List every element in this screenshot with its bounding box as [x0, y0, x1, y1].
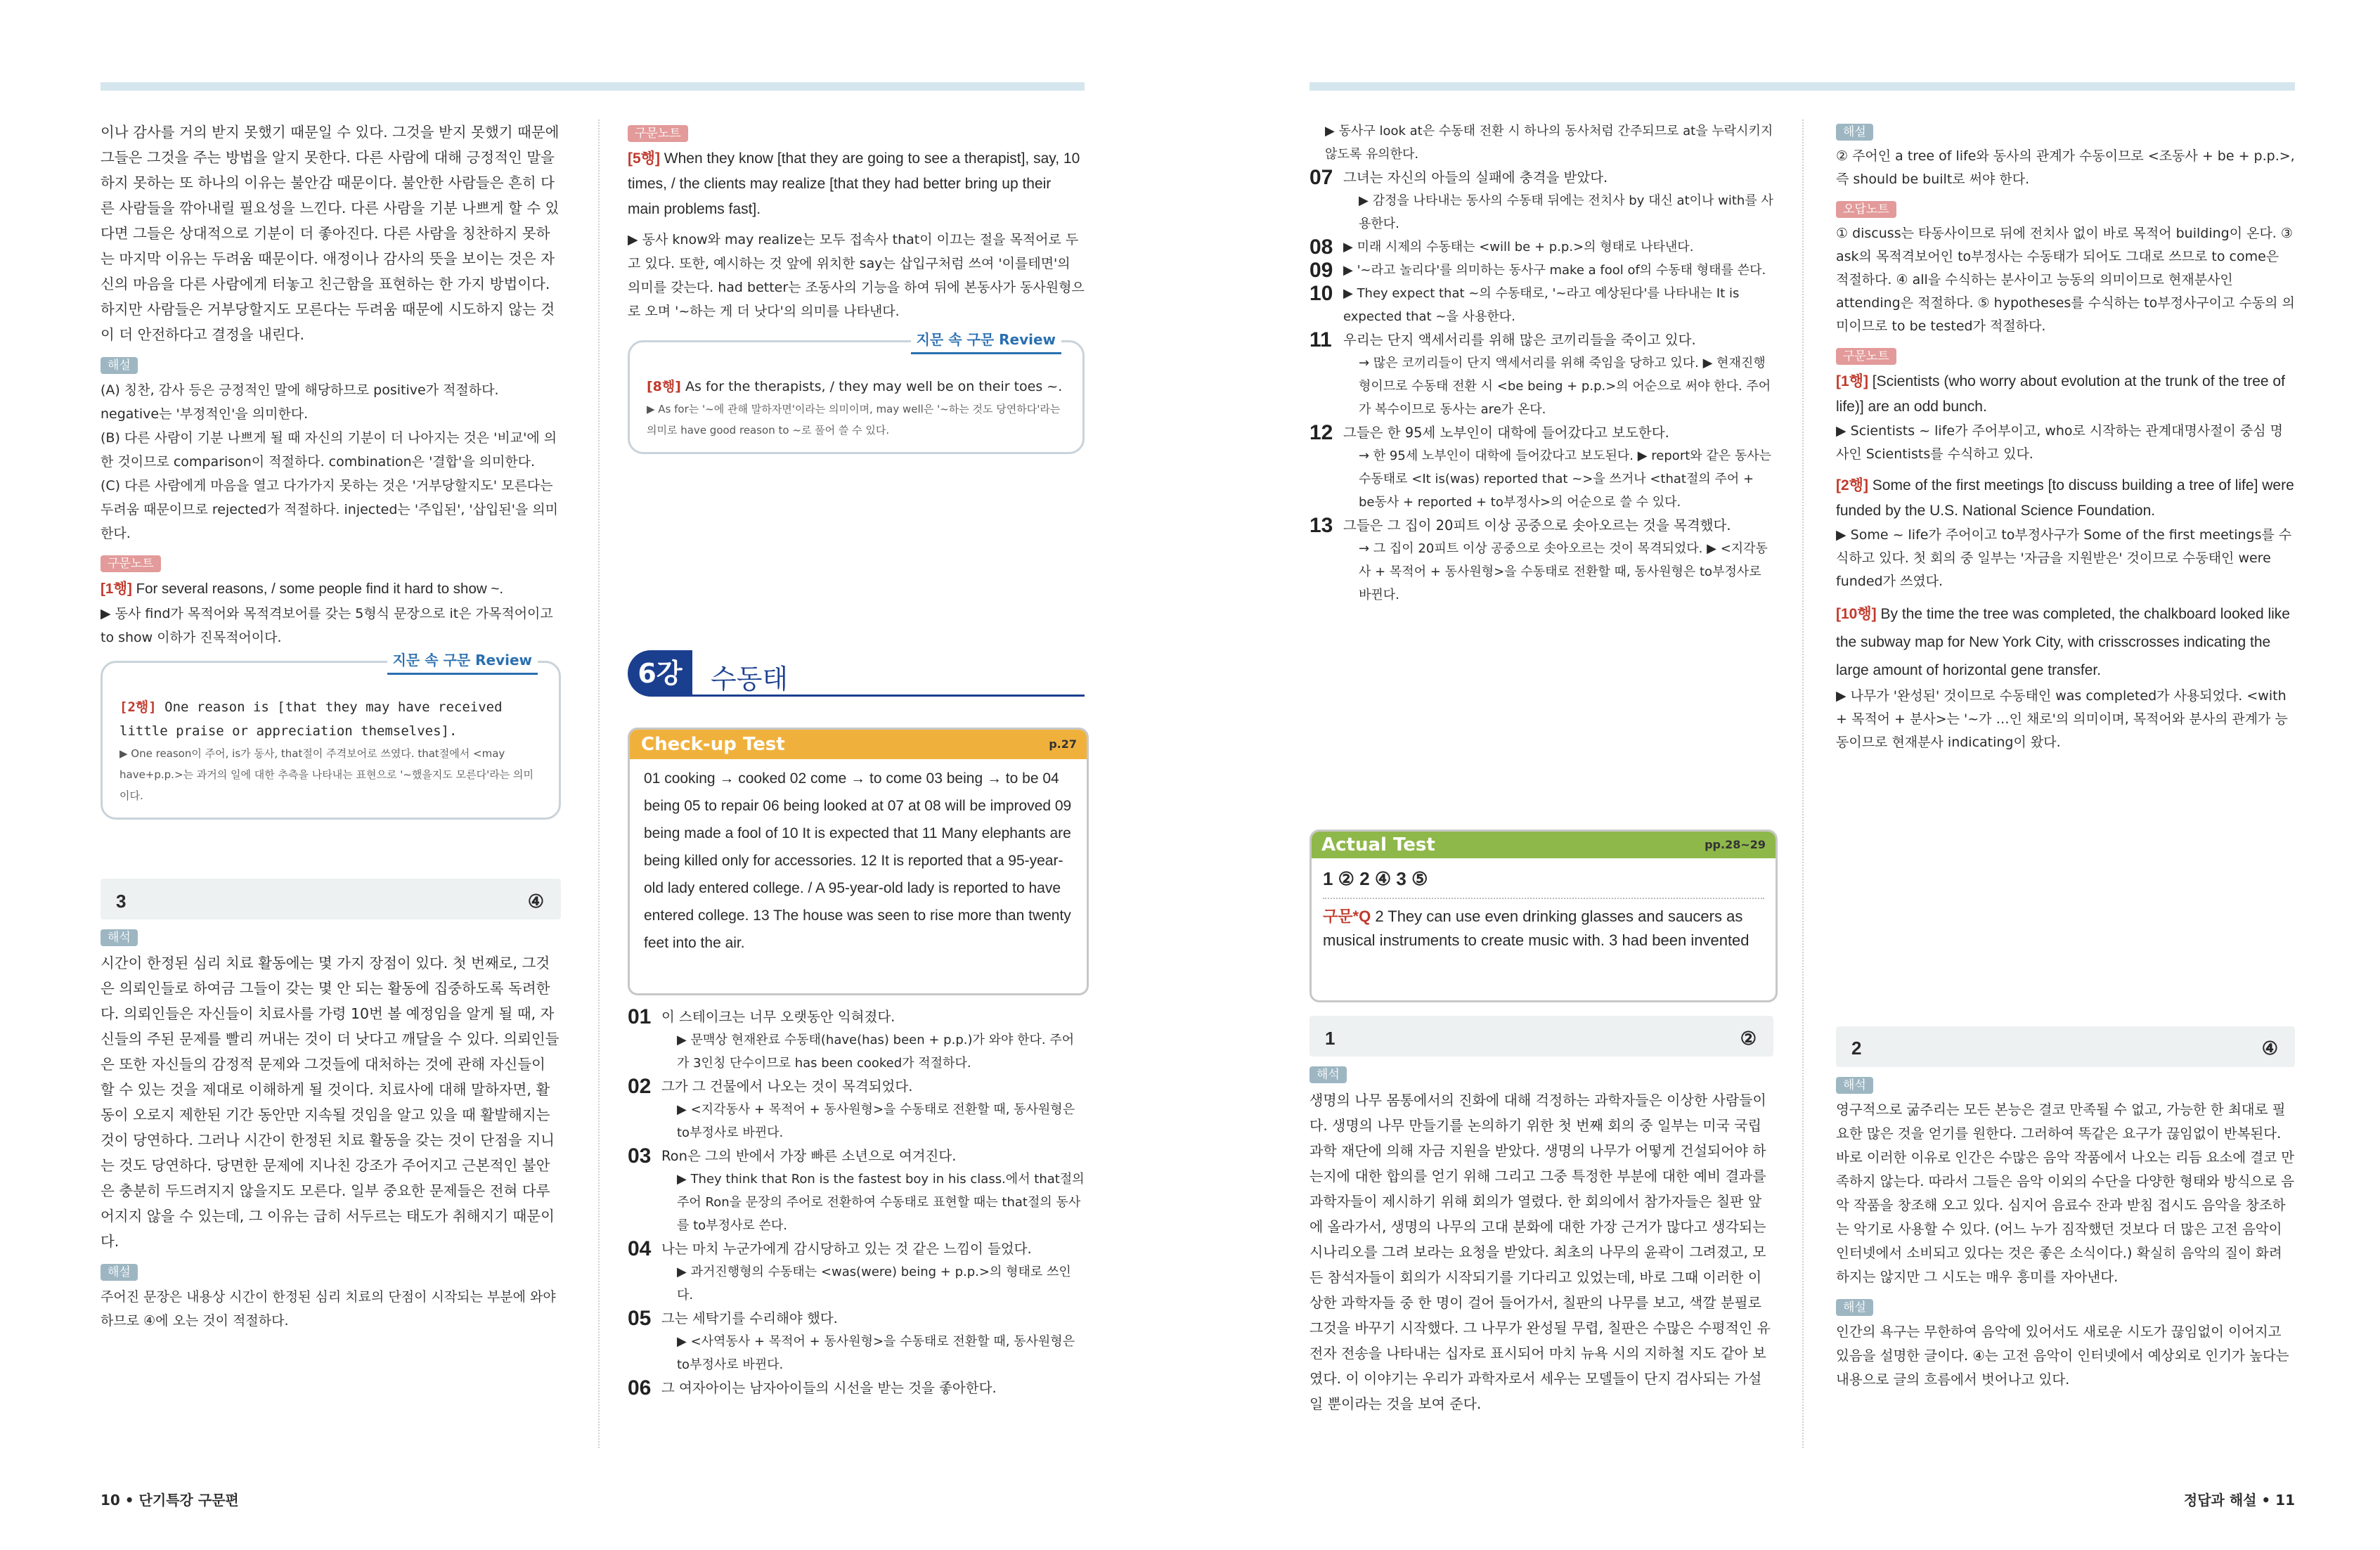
top-rule-left	[101, 82, 1085, 91]
right-column-1	[1309, 120, 1773, 607]
list-item: 02 그가 그 건물에서 나오는 것이 목격되었다. ▶ <지각동사 + 목적어 + 동사원형>을 수동태로 전환할 때, 동사원형은 to부정사로 바뀐다.	[628, 1075, 1075, 1140]
translation-paragraph: 영구적으로 굶주리는 모든 본능은 결코 만족될 수 없고, 가능한 한 최대로 필요한 많은 것을 얻기를 원한다. 그러하여 똑같은 요구가 끊임없이 반복된다. 바로 이러한 이유로 인간은 수많은 음악 작품에서 나오는 리듬 요소에 결코 만족하지 않는다. 따라서 그들은 음악 이외의 수단을 다양한 형태와 방식으로 음악 작품을 창조해 오고 있다. 심지어 음료수 잔과 받침 접시도 음악을 창조하는 악기로 사용할 수 있다. (어느 누가 짐작했던 것보다 더 많은 고전 음악이 인터넷에서 소비되고 있다는 것은 좋은 소식이다.) 확실히 음악의 질이 화려하지는 않지만 그 시도는 매우 흥미를 자아낸다.	[1836, 1102, 2295, 1285]
chapter-title: 수동태	[711, 664, 789, 695]
list-item: 06 그 여자아이는 남자아이들의 시선을 받는 것을 좋아한다.	[628, 1376, 997, 1400]
explanation-tag: 해설	[1836, 124, 1873, 141]
syntax-note-explanation: ▶ 동사 find가 목적어와 목적격보어를 갖는 5형식 문장으로 it은 가목적어이고 to show 이하가 진목적어이다.	[101, 606, 553, 645]
syntax-note-tag: 구문노트	[101, 555, 161, 572]
review-note: ▶ As for는 '~에 관해 말하자면'이라는 의미이며, may well은 '~하는 것도 당연하다'라는 의미로 have good reason to ~로 풀어 쓸 수 있다.	[647, 403, 1061, 437]
review-box	[101, 652, 561, 820]
syntax-note-tag: 구문노트	[628, 125, 688, 142]
line-label: [5행]	[628, 150, 660, 167]
syntax-note-2: Some of the first meetings [to discuss building a tree of life] were funded by the U.S. National Science Foundation.	[1836, 477, 2294, 519]
top-rule-right	[1309, 82, 2295, 91]
review-title: 지문 속 구문 Review	[387, 647, 538, 675]
checkup-test-box	[628, 728, 1089, 995]
list-item: 13 그들은 그 집이 20피트 이상 공중으로 솟아오르는 것을 목격했다. → 그 집이 20피트 이상 공중으로 솟아오르는 것이 목격되었다. ▶ <지각동사 + 목적어 + 동사원형>을 수동태로 전환할 때, 동사원형은 to부정사로 바뀐다.	[1309, 514, 1768, 602]
translation-tag: 해석	[1836, 1077, 1873, 1094]
checkup-answers: 01 cooking → cooked 02 come → to come 03 being → to be 04 being 05 to repair 06 being looked at 07 at 08 will be improved 09 being made a fool of 10 It is expected that 11 Many elephants are being killed only for accessories. 12 It is reported that a 95-year-old lady entered college. / A 95-year-old lady is reported to have entered college. 13 The house was seen to rise more than twenty feet into the air.	[644, 770, 1072, 951]
answer-bar	[101, 879, 561, 919]
syntax-note-tag: 구문노트	[1836, 348, 1896, 365]
line-label: [1행]	[101, 581, 132, 597]
wrong-answer-notes: ① discuss는 타동사이므로 뒤에 전치사 없이 바로 목적어 building이 온다. ③ ask의 목적격보어인 to부정사는 수동태가 되어도 그대로 쓰므로 to come은 적절하다. ④ all을 수식하는 분사이고 능동의 의미이므로 현재분사인 attending은 적절하다. ⑤ hypotheses를 수식하는 to부정사구이고 수동의 의미이므로 to be tested가 적절하다.	[1836, 226, 2295, 334]
review-line-label: [8행]	[647, 379, 681, 394]
syntax-note-2-explanation: ▶ Some ~ life가 주어이고 to부정사구가 Some of the first meetings를 수식하고 있다. 첫 회의 중 일부는 '자금을 지원받은' 것이므로 수동태인 were funded가 쓰였다.	[1836, 527, 2292, 589]
list-item: 09 ▶ '~라고 놀리다'를 의미하는 동사구 make a fool of의 수동태 형태를 쓴다.	[1309, 259, 1766, 282]
explanation-tag-2: 해설	[101, 1264, 138, 1281]
answer-value: ②	[1740, 1028, 1757, 1049]
explanation-a: (A) 칭찬, 감사 등은 긍정적인 말에 해당하므로 positive가 적절하다. negative는 '부정적인'을 의미한다.	[101, 382, 499, 422]
syntax-note-explanation: ▶ 동사 know와 may realize는 모두 접속사 that이 이끄는 절을 목적어로 두고 있다. 또한, 예시하는 것 앞에 위치한 say는 삽입구처럼 쓰여 '이를테면'의 의미를 갖는다. had better는 조동사의 기능을 하여 뒤에 본동사가 동사원형으로 오며 '~하는 게 더 낫다'의 의미를 나타낸다.	[628, 232, 1085, 319]
right-column-1-bottom	[1309, 1016, 1773, 1416]
explanation-tag-2: 해설	[1836, 1299, 1873, 1316]
syntax-note-1-explanation: ▶ Scientists ~ life가 주어부이고, who로 시작하는 관계대명사절이 중심 명사인 Scientists를 수식하고 있다.	[1836, 423, 2283, 462]
explanation-c: (C) 다른 사람에게 마음을 열고 다가가지 못하는 것은 '거부당할지도' 모른다는 두려움 때문이므로 rejected가 적절하다. injected는 '주입된', '삽입된'을 의미한다.	[101, 478, 559, 541]
right-column-2-bottom	[1836, 1026, 2295, 1392]
actual-q-answers: 2 They can use even drinking glasses and saucers as musical instruments to create music with. 3 had been invented	[1323, 908, 1750, 949]
list-item: 12 그들은 한 95세 노부인이 대학에 들어갔다고 보도한다. → 한 95세 노부인이 대학에 들어갔다고 보도된다. ▶ report와 같은 동사는 수동태로 <It is(was) reported that ~>을 쓰거나 <that절의 주어 + be동사 + reported + to부정사>의 어순으로 쓸 수 있다.	[1309, 421, 1772, 510]
actual-test-box	[1309, 829, 1778, 1002]
answer-number: 3	[116, 891, 127, 912]
explanation-final: 주어진 문장은 내용상 시간이 한정된 심리 치료의 단점이 시작되는 부분에 와야 하므로 ④에 오는 것이 적절하다.	[101, 1289, 556, 1329]
continued-note: ▶ 동사구 look at은 수동태 전환 시 하나의 동사처럼 간주되므로 at을 누락시키지 않도록 유의한다.	[1325, 124, 1773, 162]
syntax-note-3-explanation: ▶ 나무가 '완성된' 것이므로 수동태인 was completed가 사용되었다. <with + 목적어 + 분사>는 '~가 …인 채로'의 의미이며, 목적어와 분사의 관계가 능동이므로 현재분사 indicating이 왔다.	[1836, 688, 2288, 750]
list-item: 05 그는 세탁기를 수리해야 했다. ▶ <사역동사 + 목적어 + 동사원형>을 수동태로 전환할 때, 동사원형은 to부정사로 바뀐다.	[628, 1307, 1075, 1372]
review-sentence: As for the therapists, / they may well be on their toes ~.	[685, 379, 1063, 394]
review-sentence: One reason is [that they may have received little praise or appreciation themselves].	[119, 699, 503, 739]
actual-answers: 1 ② 2 ④ 3 ⑤	[1323, 868, 1428, 889]
chapter-number: 6강	[628, 650, 692, 697]
review-note: ▶ One reason이 주어, is가 동사, that절이 주격보어로 쓰였다. that절에서 <may have+p.p.>는 과거의 일에 대한 추측을 나타내는 표현으로 '~했을지도 모른다'라는 의미이다.	[119, 747, 533, 802]
column-divider-right	[1802, 120, 1804, 1448]
wrong-note-tag: 오답노트	[1836, 201, 1896, 218]
answer-number: 1	[1325, 1028, 1335, 1049]
right-column-2: 해설 ② 주어인 a tree of life와 동사의 관계가 수동이므로 <조동사 + be + p.p.>, 즉 should be built로 써야 한다. 오답노트 ① discuss는 타동사이므로 뒤에 전치사 없이 바로 목적어 building이 온다. ③ ask의 목적격보어인 to부정사는 수동태가 되어도 그대로 쓰므로 to come은 적절하다. ④ all을 수식하는 분사이고 능동의 의미이므로 현재분사인 attending은 적절하다. ⑤ hypotheses를 수식하는 to부정사구이고 수동의 의미이므로 to be tested가 적절하다. 구문노트 [1행] [Scientists (who worry about evolution at the trunk of the tree of life)] are an odd bunch. ▶ Scientists ~ life가 주어부이고, who로 시작하는 관계대명사절이 중심 명사인 Scientists를 수식하고 있다. [2행] Some of the first meetings [to discuss building a tree of life] were funded by the U.S. National Science Foundation. ▶ Some ~ life가 주어이고 to부정사구가 Some of the first meetings를 수식하고 있다. 첫 회의 중 일부는 '자금을 지원받은' 것이므로 수동태인 were funded가 쓰였다. [10행] By the time the tree was completed, the chalkboard looked like the subway map for New York City, with crisscrosses indicating the large amount of horizontal gene transfer. ▶ 나무가 '완성된' 것이므로 수동태인 was completed가 사용되었다. <with + 목적어 + 분사>는 '~가 …인 채로'의 의미이며, 목적어와 분사의 관계가 능동이므로 현재분사 indicating이 왔다.	[1836, 120, 2295, 754]
explanation-final: 인간의 욕구는 무한하여 음악에 있어서도 새로운 시도가 끊임없이 이어지고 있음을 설명한 글이다. ④는 고전 음악이 인터넷에서 예상외로 인기가 높다는 내용으로 글의 흐름에서 벗어나고 있다.	[1836, 1324, 2289, 1388]
syntax-note: When they know [that they are going to see a therapist], say, 10 times, / the clients may realize [that they had better bring up their main problems fast].	[628, 150, 1080, 217]
left-column-1	[101, 120, 561, 1333]
explanation-b: (B) 다른 사람이 기분 나쁘게 될 때 자신의 기분이 더 나아지는 것은 '비교'에 의한 것이므로 comparison이 적절하다. combination은 '결합'을 의미한다.	[101, 430, 557, 470]
answer-value: ④	[2261, 1038, 2278, 1059]
list-item: 10 ▶ They expect that ~의 수동태로, '~라고 예상된다'를 나타내는 It is expected that ~을 사용한다.	[1309, 282, 1740, 324]
column-divider-left	[598, 120, 600, 1448]
left-column-2	[628, 120, 1085, 461]
list-item: 08 ▶ 미래 시제의 수동태는 <will be + p.p.>의 형태로 나타낸다.	[1309, 235, 1694, 259]
list-item: 04 나는 마치 누군가에게 감시당하고 있는 것 같은 느낌이 들었다. ▶ 과거진행형의 수동태는 <was(were) being + p.p.>의 형태로 쓰인다.	[628, 1237, 1071, 1303]
explanation-tag: 해설	[101, 357, 138, 374]
checkup-title: Check-up Test	[641, 734, 785, 755]
review-title: 지문 속 구문 Review	[911, 327, 1061, 354]
review-line-label: [2행]	[119, 699, 157, 715]
actual-title: Actual Test	[1321, 834, 1435, 855]
translation-tag: 해석	[101, 929, 138, 946]
translation-paragraph: 생명의 나무 몸통에서의 진화에 대해 걱정하는 과학자들은 이상한 사람들이다. 생명의 나무 만들기를 논의하기 위한 첫 번째 회의 중 일부는 미국 국립 과학 재단에 의해 자금 지원을 받았다. 생명의 나무가 어떻게 건설되어야 하는지에 대한 합의를 얻기 위해 그리고 그중 특정한 부분에 대한 예비 결과를 과학자들이 제시하기 위해 회의가 열렸다. 한 회의에서 참가자들은 칠판 앞에 올라가서, 생명의 나무의 고대 분화에 대한 가장 근거가 많다고 생각되는 시나리오를 그려 보라는 요청을 받았다. 최초의 나무의 윤곽이 그려졌고, 모든 참석자들이 회의가 시작되기를 기다리고 있었는데, 바로 그때 이러한 이상한 과학자들 중 한 명이 걸어 들어가서, 칠판의 나무를 보고, 색깔 분필로 그것을 바꾸기 시작했다. 그 나무가 완성될 무렵, 칠판은 수많은 수평적인 유전자 전송을 나타내는 십자로 표시되어 마치 뉴욕 시의 지하철 지도 같아 보였다. 이 이야기는 우리가 과학자로서 세우는 모델들이 단지 검사되는 가설일 뿐이라는 것을 보여 준다.	[1309, 1092, 1771, 1412]
left-column-2-items	[628, 1005, 1085, 1400]
chapter-heading	[628, 650, 1085, 699]
actual-q-label: 구문*Q	[1323, 908, 1371, 925]
page-footer-left: 10 • 단기특강 구문편	[101, 1492, 239, 1509]
actual-page: pp.28~29	[1705, 838, 1766, 851]
answer-value: ④	[527, 891, 544, 912]
list-item: 11 우리는 단지 액세서리를 위해 많은 코끼리들을 죽이고 있다. → 많은 코끼리들이 단지 액세서리를 위해 죽임을 당하고 있다. ▶ 현재진행형이므로 수동태 전환 시 <be being + p.p.>의 어순으로 써야 한다. 주어가 복수이므로 동사는 are가 온다.	[1309, 328, 1771, 417]
list-item: 01 이 스테이크는 너무 오랫동안 익혀졌다. ▶ 문맥상 현재완료 수동태(have(has) been + p.p.)가 와야 한다. 주어가 3인칭 단수이므로 has been cooked가 적절하다.	[628, 1005, 1075, 1071]
page-footer-right: 정답과 해설 • 11	[2183, 1492, 2295, 1509]
list-item: 07 그녀는 자신의 아들의 실패에 충격을 받았다. ▶ 감정을 나타내는 동사의 수동태 뒤에는 전치사 by 대신 at이나 with를 사용한다.	[1309, 166, 1773, 231]
list-item: 03 Ron은 그의 반에서 가장 빠른 소년으로 여겨진다. ▶ They think that Ron is the fastest boy in his class.에서 that절의 주어 Ron을 문장의 주어로 전환하여 수동태로 표현할 때는 that절의 동사를 to부정사로 쓴다.	[628, 1144, 1085, 1233]
review-box	[628, 331, 1085, 454]
answer-number: 2	[1851, 1038, 1862, 1059]
syntax-note: For several reasons, / some people find it hard to show ~.	[136, 581, 504, 597]
answer-bar	[1836, 1026, 2295, 1067]
translation-tag: 해석	[1309, 1066, 1347, 1083]
intro-paragraph: 이나 감사를 거의 받지 못했기 때문일 수 있다. 그것을 받지 못했기 때문에 그들은 그것을 주는 방법을 알지 못한다. 다른 사람에 대해 긍정적인 말을 하지 못하는 또 하나의 이유는 불안감 때문이다. 불안한 사람들은 흔히 다른 사람들을 깎아내릴 필요성을 느낀다. 다른 사람을 기분 나쁘게 할 수 있다면 그들은 상대적으로 기분이 더 좋아진다. 다른 사람을 칭찬하지 못하는 마지막 이유는 두려움 때문이다. 애정이나 감사의 뜻을 보이는 것은 자신의 마음을 다른 사람에게 터놓고 친근함을 표현하는 한 가지 방법이다. 하지만 사람들은 거부당할지도 모른다는 두려움 때문에 시도하지 않는 것이 더 안전하다고 결정을 내린다.	[101, 124, 560, 343]
syntax-note-1: [Scientists (who worry about evolution at the trunk of the tree of life)] are an odd bunch.	[1836, 373, 2285, 415]
syntax-note-3: By the time the tree was completed, the chalkboard looked like the subway map for New York City, with crisscrosses indicating the large amount of horizontal gene transfer.	[1836, 606, 2290, 678]
chapter-underline	[692, 695, 1085, 697]
explanation: ② 주어인 a tree of life와 동사의 관계가 수동이므로 <조동사 + be + p.p.>, 즉 should be built로 써야 한다.	[1836, 148, 2295, 187]
checkup-page: p.27	[1049, 737, 1077, 751]
answer-bar	[1309, 1016, 1773, 1057]
translation-paragraph: 시간이 한정된 심리 치료 활동에는 몇 가지 장점이 있다. 첫 번째로, 그것은 의뢰인들로 하여금 그들이 갖는 몇 안 되는 활동에 집중하도록 독려한다. 의뢰인들은 자신들이 치료사를 가령 10번 볼 예정임을 알게 될 때, 자신들의 주된 문제를 빨리 꺼내는 것이 더 낫다고 깨달을 수 있다. 의뢰인들은 또한 자신들의 감정적 문제와 그것들에 대처하는 것에 관해 자신들이 할 수 있는 것을 제대로 이해하게 될 것이다. 치료사에 대해 말하자면, 활동이 오로지 제한된 기간 동안만 지속될 것임을 알고 있을 때 활발해지는 것이 당연하다. 그러나 시간이 한정된 치료 활동을 갖는 것이 단점을 지니는 것도 당연하다. 당면한 문제에 지나친 강조가 주어지고 근본적인 불안은 충분히 두드려지지 않을지도 모른다. 일부 중요한 문제들은 전혀 다루어지지 않을 수 있는데, 그 이유는 급히 서두르는 태도가 취해지기 때문이다.	[101, 955, 560, 1250]
